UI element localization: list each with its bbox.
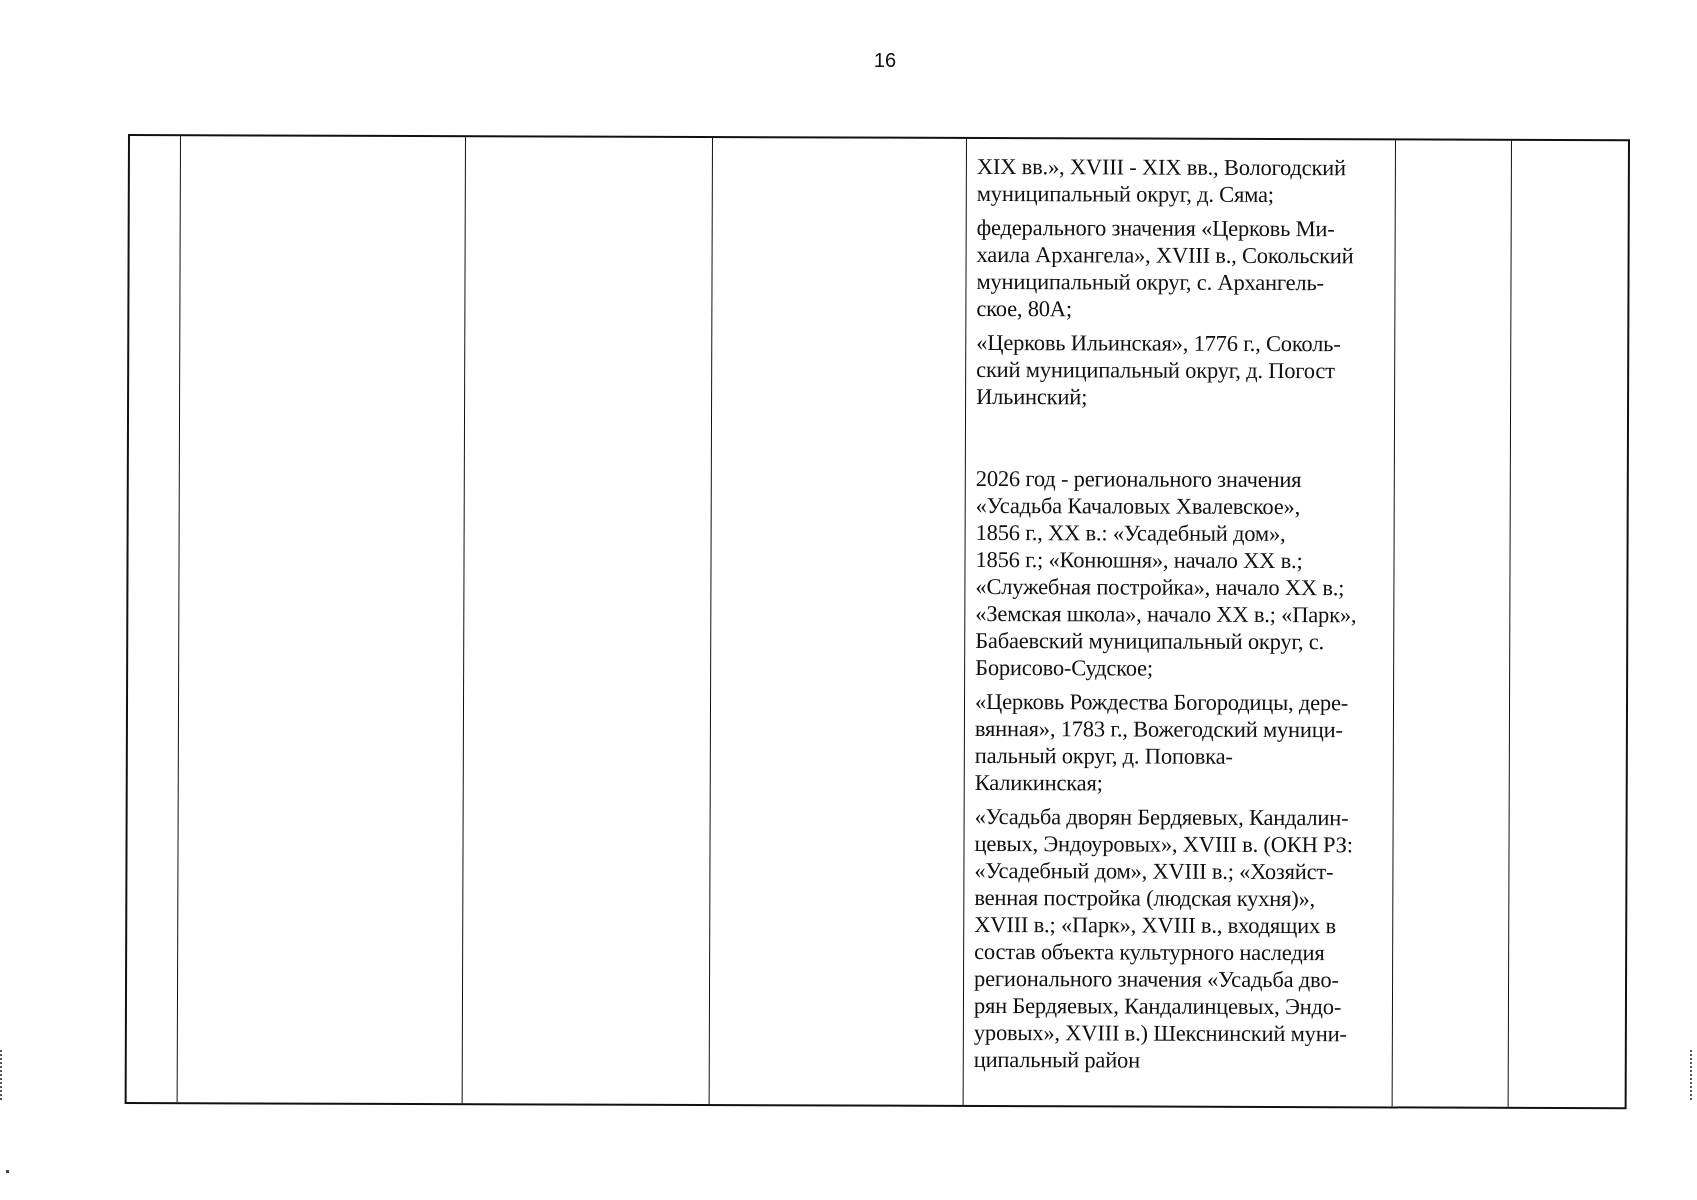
- column-divider-3: [709, 138, 713, 1104]
- cell-paragraph: «Церковь Ильинская», 1776 г., Соколь- ский муниципальный округ, д. Погост Ильинский;: [976, 329, 1341, 410]
- document-table: [125, 134, 1630, 1109]
- column-divider-2: [462, 137, 466, 1103]
- cell-paragraph: федерального значения «Церковь Ми- хаила Архангела», XVIII в., Сокольский муниципальный округ, с. Архангель- ское, 80А;: [976, 214, 1354, 322]
- scan-edge-mark: [0, 1050, 6, 1100]
- cell-paragraph: 2026 год - регионального значения «Усадьба Качаловых Хвалевское», 1856 г., XX в.: «Усадебный дом», 1856 г.; «Конюшня», начало XX в.; «Служебная постройка», начало XX в.; «Земская школа», начало XX в.; «Парк», Бабаевский муниципальный округ, с. Борисово-Судское;: [975, 465, 1357, 681]
- cell-paragraph: «Усадьба дворян Бердяевых, Кандалин- цевых, Эндоуровых», XVIII в. (ОКН РЗ: «Усадебный дом», XVIII в.; «Хозяйст- венная постройка (людская кухня)», XVIII в.; «Парк», XVIII в., входящих в состав объекта культурного наследия регионального значения «Усадьба дво- рян Бердяевых, Кандалинцевых, Эндо- уровых», XVIII в.) Шекснинский муни- ципальный район: [973, 803, 1353, 1073]
- scan-edge-mark: [1690, 1050, 1696, 1100]
- column-divider-4: [963, 139, 967, 1105]
- objects-cell: [974, 153, 1407, 1081]
- cell-paragraph: «Церковь Рождества Богородицы, дере- вянная», 1783 г., Вожегодский муници- пальный округ, д. Поповка- Каликинская;: [974, 688, 1349, 796]
- page-number: 16: [873, 50, 897, 72]
- scan-dot: [6, 1170, 9, 1173]
- cell-paragraph: XIX вв.», XVIII - XIX вв., Вологодский муниципальный округ, д. Сяма;: [976, 153, 1346, 208]
- column-divider-6: [1508, 141, 1512, 1107]
- column-divider-1: [177, 136, 181, 1102]
